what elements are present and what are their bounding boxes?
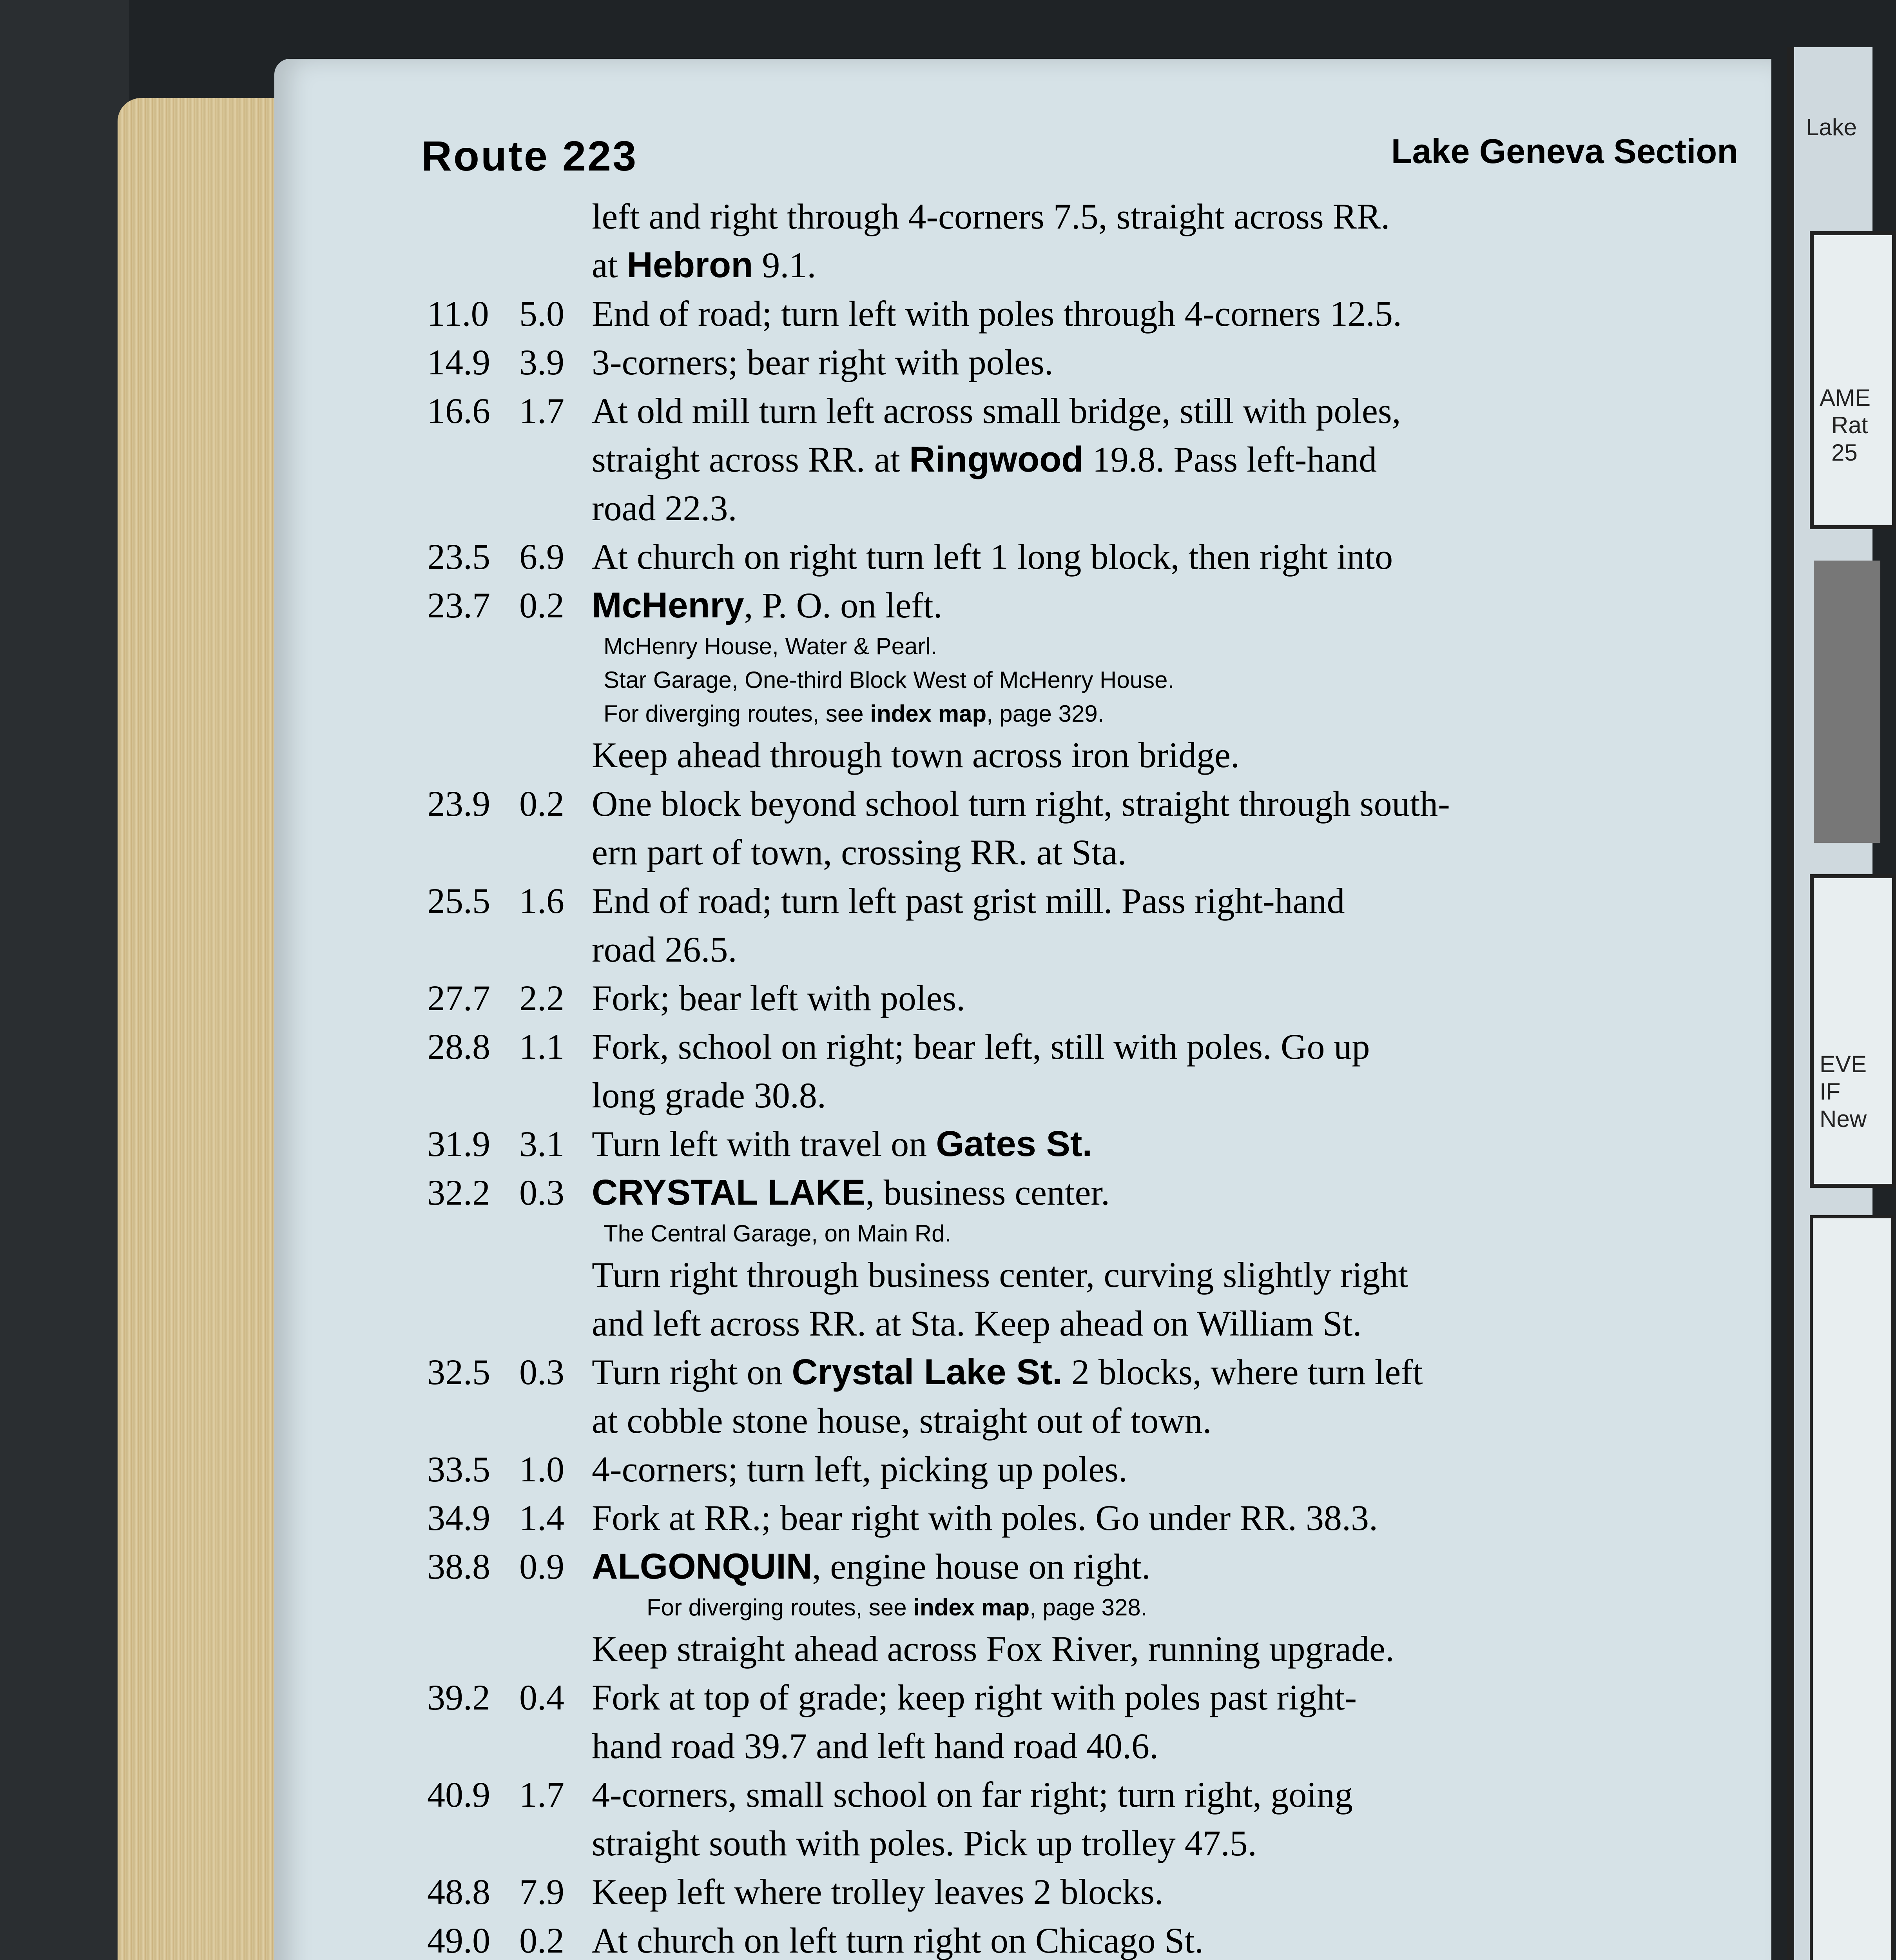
place-name: Hebron	[627, 245, 753, 285]
direction: CRYSTAL LAKE, business center.	[592, 1172, 1110, 1212]
street-name: Crystal Lake St.	[792, 1352, 1062, 1392]
total-mileage: 40.9	[427, 1775, 490, 1815]
log-entry	[427, 338, 1752, 387]
total-mileage: 23.5	[427, 537, 490, 577]
total-mileage: 33.5	[427, 1449, 490, 1489]
direction: Fork, school on right; bear left, still with poles. Go up	[592, 1027, 1370, 1067]
total-mileage: 38.8	[427, 1546, 490, 1586]
direction: Turn right on Crystal Lake St. 2 blocks, where turn left	[592, 1352, 1423, 1392]
direction: ALGONQUIN, engine house on right.	[592, 1546, 1151, 1586]
garage-note: The Central Garage, on Main Rd.	[604, 1220, 952, 1247]
intermediate-mileage: 0.2	[519, 784, 564, 824]
direction: 4-corners, small school on far right; turn right, going	[592, 1775, 1353, 1815]
log-entry	[427, 1494, 1752, 1542]
intermediate-mileage: 1.7	[519, 1775, 564, 1815]
intermediate-mileage: 0.3	[519, 1172, 564, 1212]
direction: Fork; bear left with poles.	[592, 978, 966, 1018]
log-entry	[427, 1348, 1752, 1396]
facing-page-table	[1810, 1215, 1894, 1960]
direction: At church on right turn left 1 long block, then right into	[592, 537, 1393, 577]
reference-note: For diverging routes, see index map, page 329.	[604, 701, 1104, 727]
log-entry	[427, 1770, 1752, 1819]
intermediate-mileage: 0.2	[519, 1920, 564, 1960]
continuation-line: at cobble stone house, straight out of town.	[592, 1401, 1212, 1441]
running-head	[421, 131, 1738, 186]
route-log	[427, 192, 1752, 1960]
total-mileage: 27.7	[427, 978, 490, 1018]
log-entry	[427, 974, 1752, 1022]
garage-note: Star Garage, One-third Block West of McHenry House.	[604, 667, 1175, 693]
continuation-line: Keep straight ahead across Fox River, running upgrade.	[592, 1629, 1394, 1669]
intermediate-mileage: 1.6	[519, 881, 564, 921]
log-entry	[427, 1168, 1752, 1217]
intermediate-mileage: 5.0	[519, 294, 564, 334]
log-entry	[427, 289, 1752, 338]
place-name: McHenry	[592, 585, 744, 625]
direction: Keep left where trolley leaves 2 blocks.	[592, 1872, 1164, 1912]
log-entry	[427, 387, 1752, 435]
total-mileage: 25.5	[427, 881, 490, 921]
reference-note: For diverging routes, see index map, page 328.	[647, 1594, 1147, 1621]
facing-page-head: Lake	[1806, 114, 1857, 140]
direction: 4-corners; turn left, picking up poles.	[592, 1449, 1127, 1489]
direction: End of road; turn left with poles through 4-corners 12.5.	[592, 294, 1402, 334]
facing-page-ad-box: AME Rat 25	[1810, 231, 1896, 529]
total-mileage: 34.9	[427, 1498, 490, 1538]
total-mileage: 32.5	[427, 1352, 490, 1392]
place-name: Ringwood	[909, 439, 1084, 479]
facing-page	[1787, 47, 1872, 1960]
route-number: Route 223	[421, 132, 638, 180]
total-mileage: 39.2	[427, 1677, 490, 1717]
intermediate-mileage: 0.2	[519, 585, 564, 625]
total-mileage: 48.8	[427, 1872, 490, 1912]
intermediate-mileage: 1.0	[519, 1449, 564, 1489]
continuation-line: long grade 30.8.	[592, 1075, 826, 1115]
continuation-line: Turn right through business center, curving slightly right	[592, 1255, 1408, 1295]
direction: At old mill turn left across small bridge, still with poles,	[592, 391, 1401, 431]
log-entry	[427, 877, 1752, 925]
continuation-line: hand road 39.7 and left hand road 40.6.	[592, 1726, 1159, 1766]
facing-page-photo	[1814, 561, 1880, 843]
street-name: Gates St.	[936, 1124, 1093, 1164]
place-name: CRYSTAL LAKE	[592, 1172, 866, 1212]
total-mileage: 28.8	[427, 1027, 490, 1067]
log-entry	[427, 1542, 1752, 1591]
book-cover-edge	[0, 0, 129, 1960]
intermediate-mileage: 2.2	[519, 978, 564, 1018]
intermediate-mileage: 1.4	[519, 1498, 564, 1538]
continuation-line: left and right through 4-corners 7.5, straight across RR.	[592, 196, 1390, 236]
intermediate-mileage: 6.9	[519, 537, 564, 577]
direction: Fork at RR.; bear right with poles. Go under RR. 38.3.	[592, 1498, 1378, 1538]
continuation-line: road 22.3.	[592, 488, 737, 528]
total-mileage: 16.6	[427, 391, 490, 431]
log-entry	[427, 1445, 1752, 1494]
log-entry	[427, 581, 1752, 630]
direction: 3-corners; bear right with poles.	[592, 342, 1053, 382]
total-mileage: 32.2	[427, 1172, 490, 1212]
intermediate-mileage: 3.9	[519, 342, 564, 382]
intermediate-mileage: 0.9	[519, 1546, 564, 1586]
total-mileage: 31.9	[427, 1124, 490, 1164]
direction: At church on left turn right on Chicago St.	[592, 1920, 1204, 1960]
continuation-line: road 26.5.	[592, 929, 737, 969]
intermediate-mileage: 1.1	[519, 1027, 564, 1067]
total-mileage: 23.9	[427, 784, 490, 824]
log-entry	[427, 1916, 1752, 1960]
place-name: ALGONQUIN	[592, 1546, 812, 1586]
log-entry	[427, 1022, 1752, 1071]
continuation-line: and left across RR. at Sta. Keep ahead on William St.	[592, 1303, 1362, 1343]
direction: Turn left with travel on Gates St.	[592, 1124, 1093, 1164]
continuation-line: Keep ahead through town across iron bridge.	[592, 735, 1240, 775]
intermediate-mileage: 0.4	[519, 1677, 564, 1717]
direction: One block beyond school turn right, straight through south-	[592, 784, 1450, 824]
log-entry	[427, 779, 1752, 828]
continuation-line: at Hebron 9.1.	[592, 245, 816, 285]
intermediate-mileage: 1.7	[519, 391, 564, 431]
direction: Fork at top of grade; keep right with poles past right-	[592, 1677, 1357, 1717]
direction: McHenry, P. O. on left.	[592, 585, 943, 625]
total-mileage: 14.9	[427, 342, 490, 382]
total-mileage: 23.7	[427, 585, 490, 625]
log-entry	[427, 1120, 1752, 1168]
total-mileage: 11.0	[427, 294, 489, 334]
log-entry	[427, 532, 1752, 581]
direction: End of road; turn left past grist mill. Pass right-hand	[592, 881, 1345, 921]
continuation-line: ern part of town, crossing RR. at Sta.	[592, 832, 1127, 872]
garage-note: McHenry House, Water & Pearl.	[604, 633, 937, 659]
facing-page-ad-box-2: EVE IF New	[1810, 874, 1896, 1188]
log-entry	[427, 1867, 1752, 1916]
intermediate-mileage: 3.1	[519, 1124, 564, 1164]
total-mileage: 49.0	[427, 1920, 490, 1960]
intermediate-mileage: 0.3	[519, 1352, 564, 1392]
continuation-line: straight across RR. at Ringwood 19.8. Pass left-hand	[592, 439, 1377, 479]
log-entry	[427, 1673, 1752, 1722]
continuation-line: straight south with poles. Pick up trolley 47.5.	[592, 1823, 1257, 1863]
section-name: Lake Geneva Section	[1391, 132, 1738, 171]
intermediate-mileage: 7.9	[519, 1872, 564, 1912]
